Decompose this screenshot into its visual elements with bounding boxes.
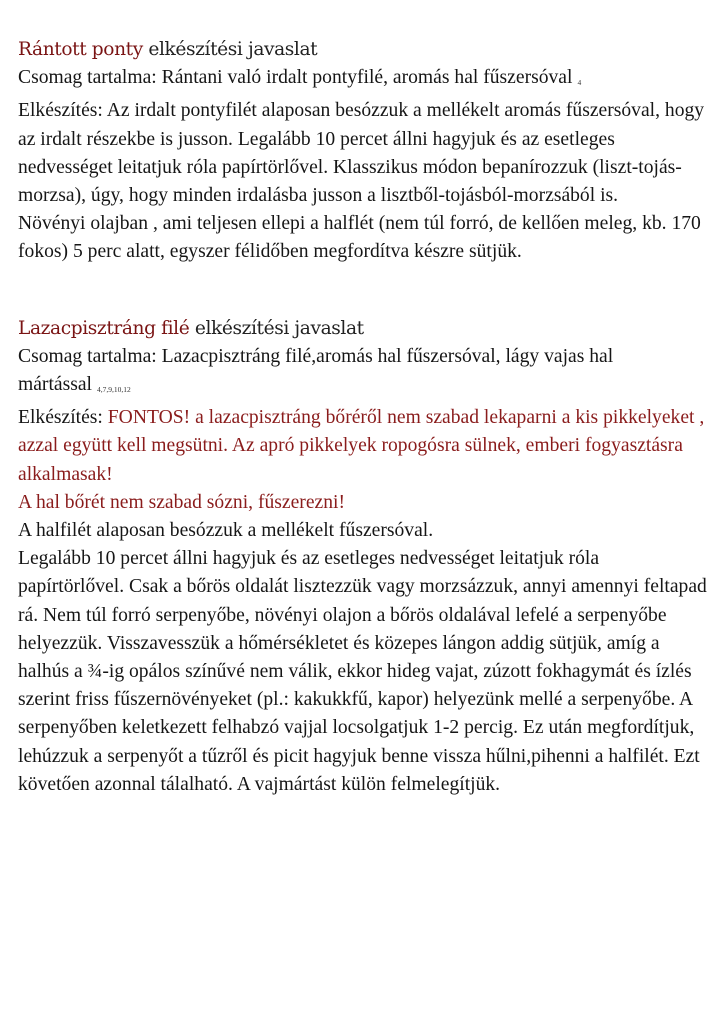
warning-text: FONTOS! a lazacpisztráng bőréről nem szabad lekaparni a kis pikkelyeket , azzal együtt kell megsütni. Az apró pikkelyek ropogósra sülnek, emberi fogyasztásra alkalmasak!: [18, 407, 705, 485]
recipe-lazacpisztrang: [18, 315, 708, 799]
allergen-codes: 4,7,9,10,12: [97, 385, 131, 395]
warning-skin-text: A hal bőrét nem szabad sózni, fűszerezni!: [18, 491, 345, 513]
recipe-title-suffix: elkészítési javaslat: [189, 317, 364, 339]
preparation-text: Elkészítés: Az irdalt pontyfilét alaposan besózzuk a mellékelt aromás fűszersóval, hogy az irdalt részekbe is jusson. Legalább 10 percet állni hagyjuk és az esetleges nedvességet leitatjuk róla papírtörlővel. Klasszikus módon bepanírozzuk (liszt-tojás-morzsa), úgy, hogy minden irdalásba jusson a lisztből-tojásból-morzsából is.: [18, 100, 705, 207]
recipe-name: Lazacpisztráng filé: [18, 317, 190, 339]
recipe-name: Rántott ponty: [18, 39, 143, 60]
frying-text: Növényi olajban , ami teljesen ellepi a halflét (nem túl forró, de kellően meleg, kb. 170 fokos) 5 perc alatt, egyszer félidőben megfordítva készre sütjük.: [18, 213, 701, 263]
recipe-title: [18, 36, 708, 64]
warning-paragraph: [18, 404, 708, 489]
package-text: Csomag tartalma: Rántani való irdalt pontyfilé, aromás hal fűszersóval: [18, 67, 573, 89]
recipe-rantott-ponty: [18, 36, 708, 267]
document-page: [18, 36, 708, 799]
package-contents: [18, 343, 708, 404]
step-frying: Legalább 10 percet állni hagyjuk és az esetleges nedvességet leitatjuk róla papírtörlővel. Csak a bőrös oldalát lisztezzük vagy morzsázzuk, annyi amennyi feltapad rá. Nem túl forró serpenyőbe, növényi olajon a bőrös oldalával lefelé a serpenyőbe helyezzük. Visszavesszük a hőmérsékletet és közepes lángon addig sütjük, amíg a halhús a ¾-ig opálos színűvé nem válik, ekkor hideg vajat, zúzott fokhagymát és ízlés szerint friss fűszernövényeket (pl.: kakukkfű, kapor) helyezünk mellé a serpenyőbe. A serpenyőben keletkezett felhabzó vajjal locsolgatjuk 1-2 percig. Ez után megfordítjuk, lehúzzuk a serpenyőt a tűzről és picit hagyjuk benne vissza hűlni,pihenni a halfilét. Ezt követően azonnal tálalható. A vajmártást külön felmelegítjük.: [18, 548, 707, 795]
step-salting: A halfilét alaposan besózzuk a mellékelt fűszersóval.: [18, 520, 434, 542]
package-text: Csomag tartalma: Lazacpisztráng filé,aromás hal fűszersóval, lágy vajas hal mártással: [18, 345, 614, 396]
recipe-title: [18, 315, 708, 343]
allergen-codes: 4: [577, 78, 582, 88]
recipe-title-suffix: elkészítési javaslat: [142, 39, 318, 60]
package-contents: [18, 64, 708, 97]
preparation-label: Elkészítés:: [18, 407, 108, 429]
